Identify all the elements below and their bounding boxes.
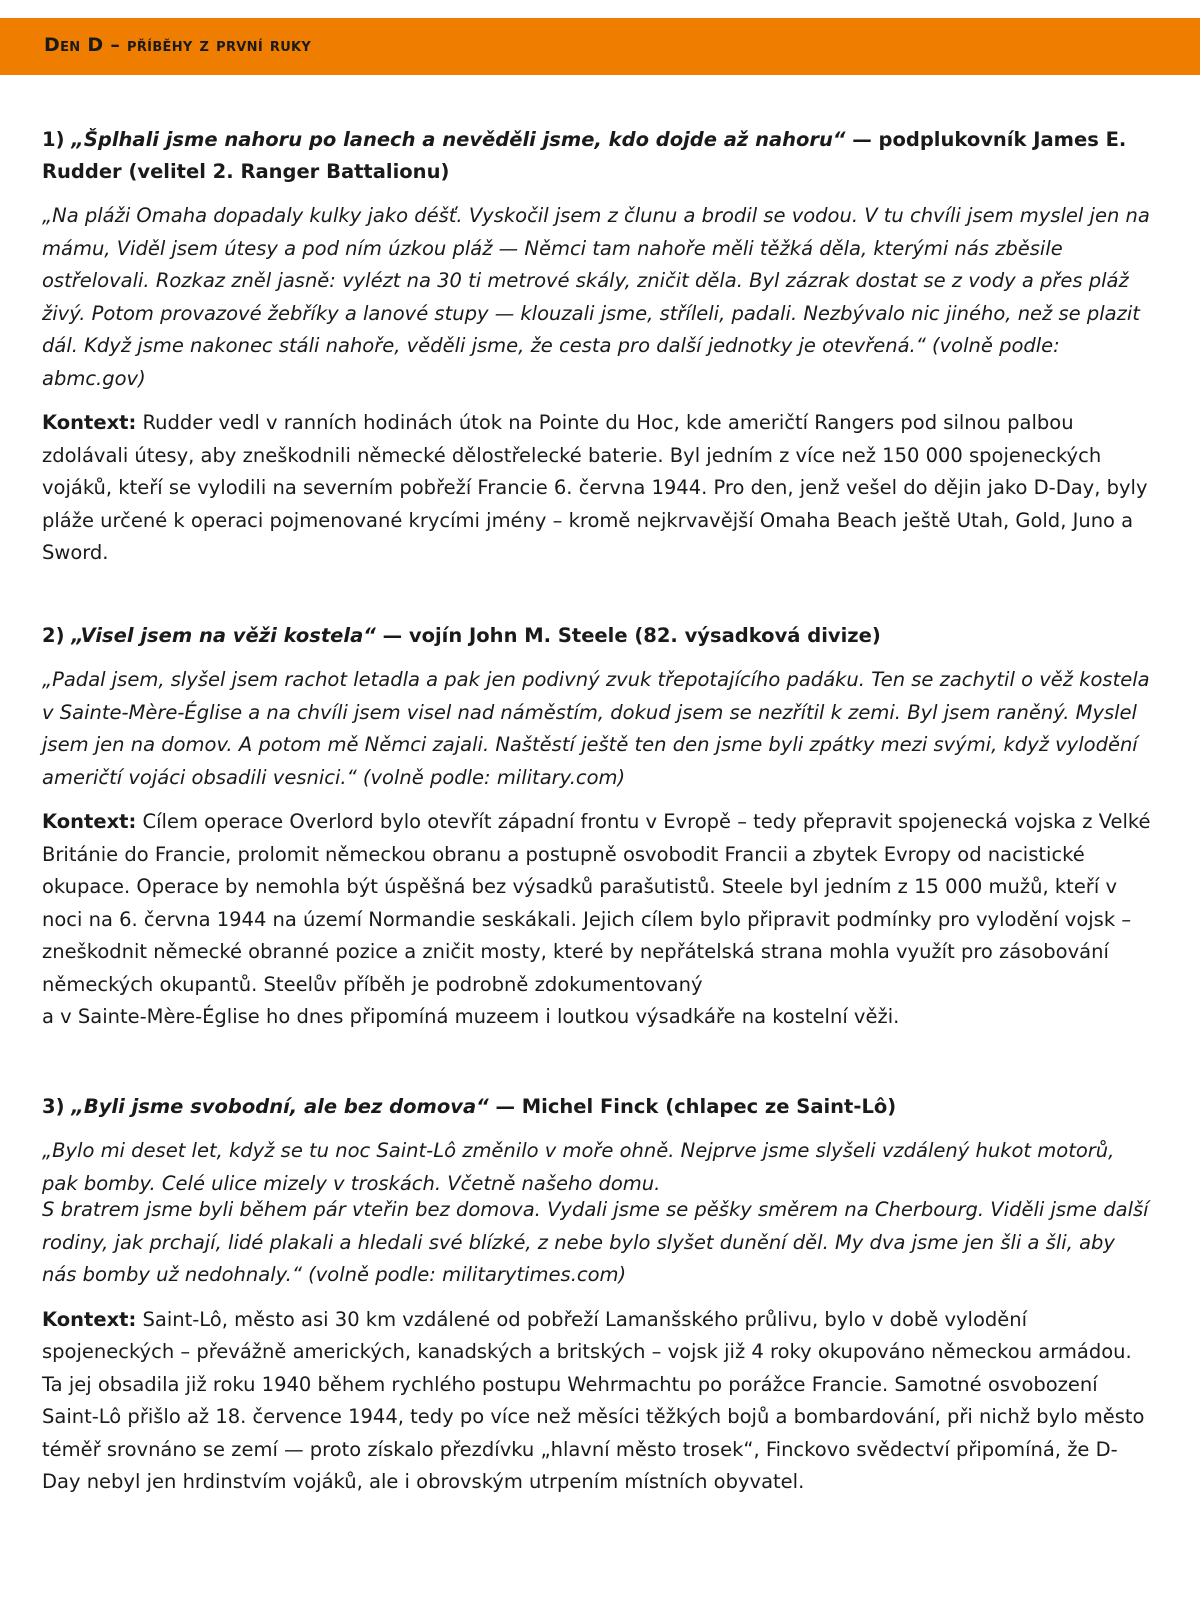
story-context xyxy=(42,1304,1154,1499)
context-label: Kontext: xyxy=(42,1307,137,1331)
story-testimony: „Padal jsem, slyšel jsem rachot letadla a pak jen podivný zvuk třepotajícího padáku. Ten se zachytil o věž kostela v Sainte-Mère-Église a na chvíli jsem visel nad náměstím, dokud jsem se nezřítil k zemi. Byl jsem raněný. Myslel jsem jen na domov. A potom mě Němci zajali. Naštěstí ještě ten den jsme byli zpátky mezi svými, když vylodění američtí vojáci obsadili vesnici.“ (volně podle: military.com) xyxy=(42,668,1150,789)
testimony-paragraph-continued: S bratrem jsme byli během pár vteřin bez domova. Vydali jsme se pěšky směrem na Cherbourg. Viděli jsme další rodiny, jak prchají, lidé plakali a hledali své blízké, z nebe bylo slyšet dunění děl. My dva jsme jen šli a šli, aby nás bomby už nedohnaly.“ (volně podle: militarytimes.com) xyxy=(42,1198,1149,1286)
header-bar xyxy=(0,18,1200,75)
story-attribution: — Michel Finck (chlapec ze Saint-Lô) xyxy=(495,1095,897,1118)
story-quote-title: „Byli jsme svobodní, ale bez domova“ xyxy=(71,1095,489,1118)
story-heading xyxy=(42,620,1154,652)
story-testimony: „Na pláži Omaha dopadaly kulky jako déšť. Vyskočil jsem z člunu a brodil se vodou. V tu chvíli jsem myslel jen na mámu, Viděl jsem útesy a pod ním úzkou pláž — Němci tam nahoře měli těžká děla, kterými nás zběsile ostřelovali. Rozkaz zněl jasně: vylézt na 30 ti metrové skály, zničit děla. Byl zázrak dostat se z vody a přes pláž živý. Potom provazové žebříky a lanové stupy — klouzali jsme, stříleli, padali. Nezbývalo nic jiného, než se plazit dál. Když jsme nakonec stáli nahoře, věděli jsme, že cesta pro další jednotky je otevřená.“ (volně podle: abmc.gov) xyxy=(42,204,1150,390)
context-text: Rudder vedl v ranních hodinách útok na Pointe du Hoc, kde američtí Rangers pod silnou palbou zdolávali útesy, aby zneškodnili německé dělostřelecké baterie. Byl jedním z více než 150 000 spojeneckých vojáků, kteří se vylodili na severním pobřeží Francie 6. června 1944. Pro den, jenž vešel do dějin jako D-Day, byly pláže určené k operaci pojmenované krycími jmény – kromě nejkrvavější Omaha Beach ještě Utah, Gold, Juno a Sword. xyxy=(42,411,1148,564)
story-testimony xyxy=(42,1135,1154,1292)
story-section-3 xyxy=(42,1091,1154,1499)
story-quote-title: „Šplhali jsme nahoru po lanech a nevěděli jsme, kdo dojde až nahoru“ xyxy=(71,128,846,151)
context-label: Kontext: xyxy=(42,411,137,434)
context-label: Kontext: xyxy=(42,810,137,833)
story-heading xyxy=(42,124,1154,188)
page-title: Den D – příběhy z první ruky xyxy=(44,34,312,56)
story-number: 1) xyxy=(42,128,65,151)
story-quote-title: „Visel jsem na věži kostela“ xyxy=(71,624,376,647)
story-attribution: — vojín John M. Steele (82. výsadková divize) xyxy=(382,624,881,647)
context-text: Saint-Lô, město asi 30 km vzdálené od pobřeží Lamanšského průlivu, bylo v době vylodění spojeneckých – převážně amerických, kanadských a britských – vojsk již 4 roky okupováno německou armádou. Ta jej obsadila již roku 1940 během rychlého postupu Wehrmachtu po porážce Francie. Samotné osvobození Saint-Lô přišlo až 18. července 1944, tedy po více než měsíci těžkých bojů a bombardování, při nichž bylo město téměř srovnáno se zemí — proto získalo přezdívku „hlavní město trosek“, Finckovo svědectví připomíná, že D-Day nebyl jen hrdinstvím vojáků, ale i obrovským utrpením místních obyvatel. xyxy=(42,1307,1145,1493)
context-text-continued: a v Sainte-Mère-Église ho dnes připomíná muzeem i loutkou výsadkáře na kostelní věži. xyxy=(42,1005,900,1028)
testimony-paragraph: „Bylo mi deset let, když se tu noc Saint-Lô změnilo v moře ohně. Nejprve jsme slyšeli vzdálený hukot motorů, pak bomby. Celé ulice mizely v troskách. Včetně našeho domu. xyxy=(42,1139,1115,1195)
story-number: 2) xyxy=(42,624,65,647)
story-attribution: — podplukovník James E. Rudder (velitel 2. Ranger Battalionu) xyxy=(42,128,1127,183)
story-section-1 xyxy=(42,124,1154,570)
story-number: 3) xyxy=(42,1095,65,1118)
story-section-2 xyxy=(42,620,1154,1034)
story-heading xyxy=(42,1091,1154,1123)
context-text: Cílem operace Overlord bylo otevřít západní frontu v Evropě – tedy přepravit spojenecká vojska z Velké Británie do Francie, prolomit německou obranu a postupně osvobodit Francii a zbytek Evropy od nacistické okupace. Operace by nemohla být úspěšná bez výsadků parašutistů. Steele byl jedním z 15 000 mužů, kteří v noci na 6. června 1944 na území Normandie seskákali. Jejich cílem bylo připravit podmínky pro vylodění vojsk – zneškodnit německé obranné pozice a zničit mosty, které by nepřátelská strana mohla využít pro zásobování německých okupantů. Steelův příběh je podrobně zdokumentovaný xyxy=(42,810,1151,996)
story-context xyxy=(42,407,1154,570)
story-context xyxy=(42,806,1154,1034)
